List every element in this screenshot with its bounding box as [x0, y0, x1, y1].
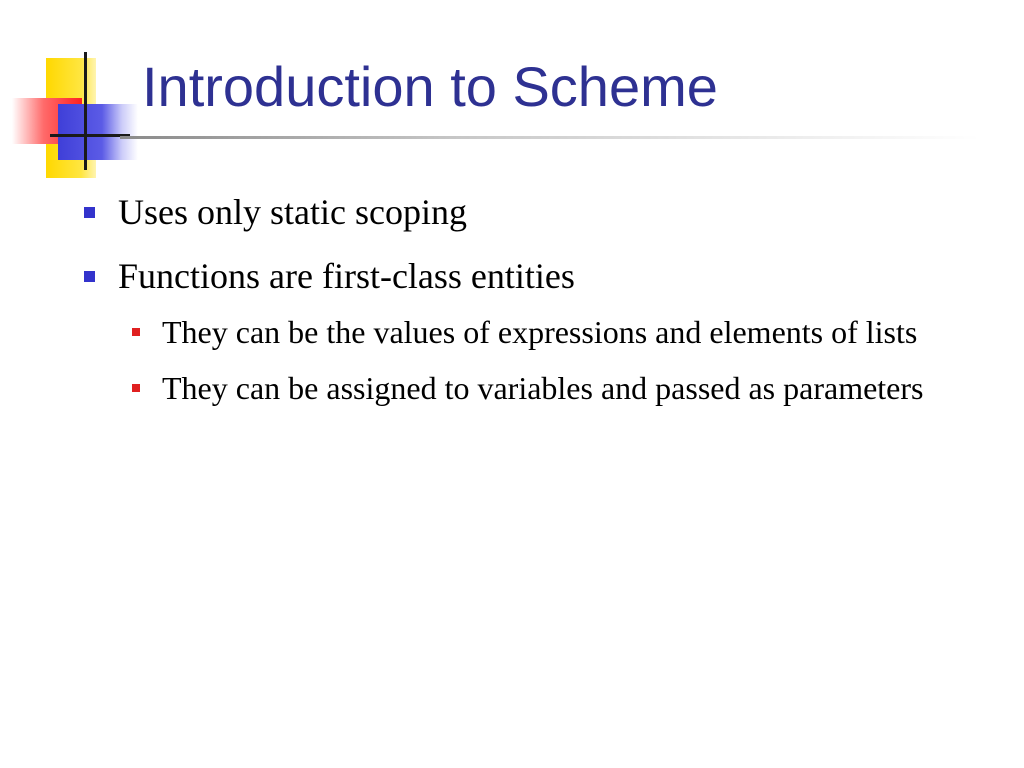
logo-blue-block [58, 104, 138, 160]
sub-bullet-text: They can be the values of expressions and elements of lists [162, 314, 918, 350]
bullet-text: Uses only static scoping [118, 192, 467, 232]
sub-bullet-item [118, 364, 1000, 412]
bullet-list [80, 190, 1000, 432]
bullet-square-icon [84, 271, 95, 282]
bullet-item [80, 190, 1000, 234]
logo-horizontal-line [50, 134, 130, 137]
sub-bullet-list [118, 308, 1000, 412]
sub-bullet-square-icon [132, 384, 140, 392]
bullet-text: Functions are first-class entities [118, 256, 575, 296]
sub-bullet-text: They can be assigned to variables and passed as parameters [162, 370, 924, 406]
slide-title: Introduction to Scheme [142, 55, 718, 118]
slide-logo-decoration [0, 0, 150, 190]
logo-vertical-line [84, 52, 87, 170]
title-underline [120, 136, 980, 139]
sub-bullet-square-icon [132, 328, 140, 336]
bullet-square-icon [84, 207, 95, 218]
sub-bullet-item [118, 308, 1000, 356]
bullet-item [80, 254, 1000, 412]
